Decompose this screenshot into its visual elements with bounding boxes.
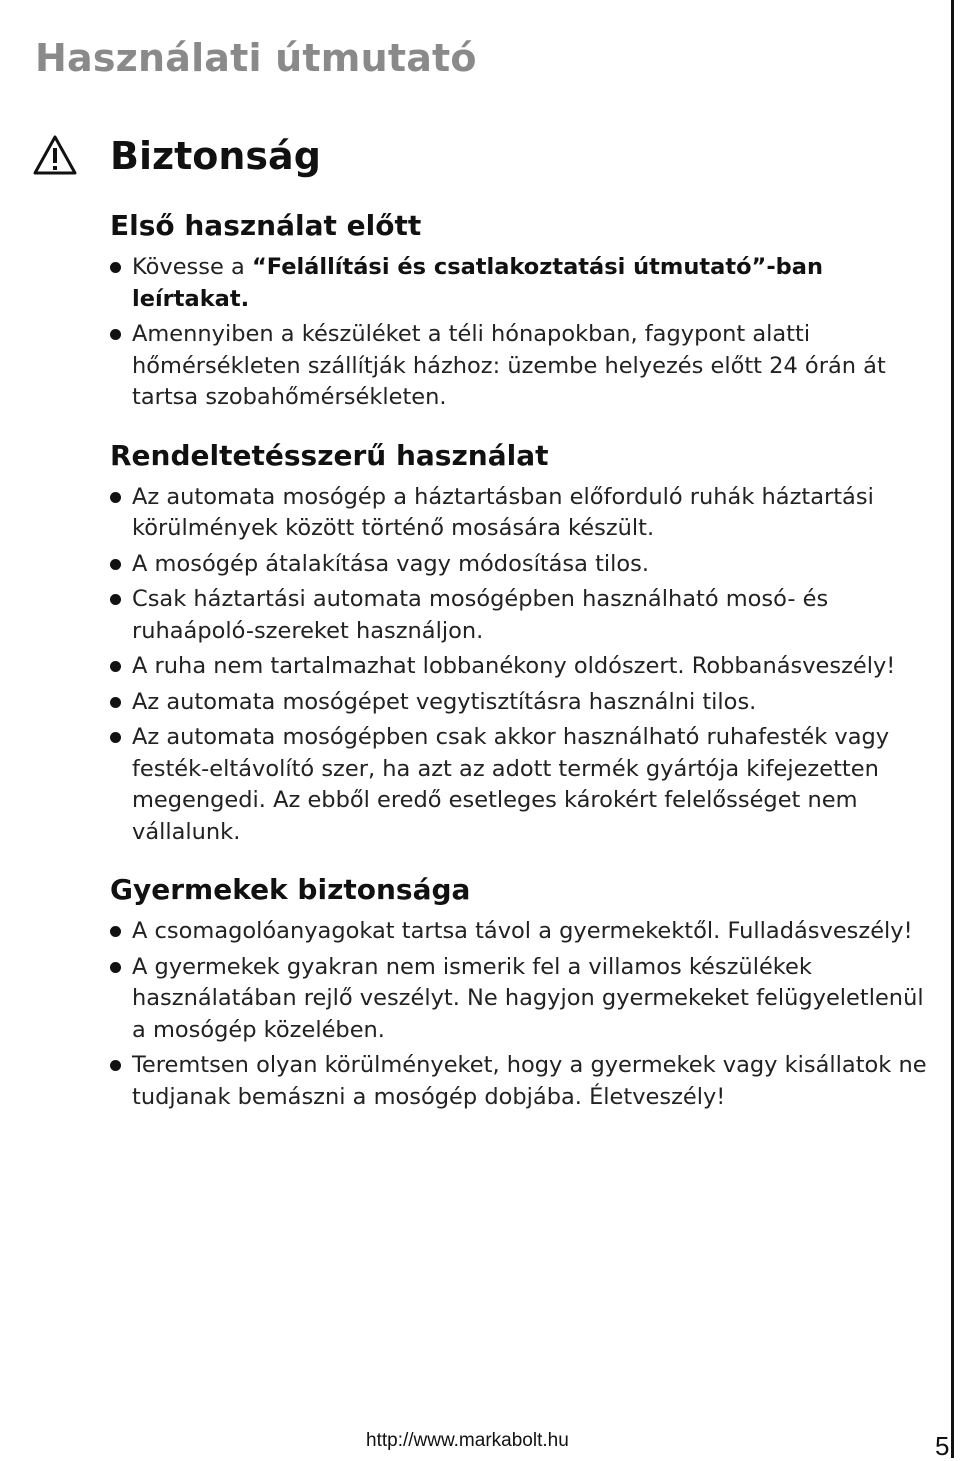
subsection-heading-intended-use: Rendeltetésszerű használat [110, 438, 549, 472]
list-item: Az automata mosógépet vegytisztításra használni tilos. [110, 687, 930, 719]
bullet-icon [110, 262, 121, 273]
list-item: Az automata mosógép a háztartásban előforduló ruhák háztartási körülmények között történő mosására készült. [110, 482, 930, 545]
safety-content [110, 206, 930, 1117]
page-heading: Használati útmutató [35, 36, 477, 80]
section-title: Biztonság [110, 134, 321, 178]
footer-url[interactable]: http://www.markabolt.hu [366, 1430, 569, 1451]
subsection-heading-first-use: Első használat előtt [110, 209, 422, 242]
bullet-icon [110, 732, 121, 743]
list-item: A mosógép átalakítása vagy módosítása tilos. [110, 549, 930, 581]
bullet-icon [110, 926, 121, 937]
bullet-icon [110, 1060, 121, 1071]
bullet-icon [110, 962, 121, 973]
page-number: 5 [935, 1431, 950, 1461]
list-item: Csak háztartási automata mosógépben használható mosó- és ruhaápoló-szereket használjon. [110, 584, 930, 647]
bullet-icon [110, 492, 121, 503]
manual-reference: “Felállítási és csatlakoztatási útmutató”-ban leírtakat [132, 254, 823, 312]
warning-triangle-icon [32, 134, 78, 176]
first-use-list [110, 252, 930, 414]
list-item: Az automata mosógépben csak akkor használható ruhafesték vagy festék-eltávolító szer, ha azt az adott termék gyártója kifejezetten megengedi. Az ebből eredő esetleges károkért felelősséget nem vállalunk. [110, 722, 930, 848]
child-safety-list [110, 916, 930, 1113]
list-item: Amennyiben a készüléket a téli hónapokban, fagypont alatti hőmérsékleten szállítják házhoz: üzembe helyezés előtt 24 órán át tartsa szobahőmérsékleten. [110, 319, 930, 414]
intended-use-list [110, 482, 930, 849]
list-item: A csomagolóanyagokat tartsa távol a gyermekektől. Fulladásveszély! [110, 916, 930, 948]
bullet-icon [110, 594, 121, 605]
list-item: Kövesse a “Felállítási és csatlakoztatási útmutató”-ban leírtakat. [110, 252, 930, 315]
list-item: A gyermekek gyakran nem ismerik fel a villamos készülékek használatában rejlő veszélyt. Ne hagyjon gyermekeket felügyeletlenül a mosógép közelében. [110, 952, 930, 1047]
list-item: A ruha nem tartalmazhat lobbanékony oldószert. Robbanásveszély! [110, 651, 930, 683]
bullet-icon [110, 559, 121, 570]
subsection-heading-child-safety: Gyermekek biztonsága [110, 873, 471, 906]
bullet-icon [110, 697, 121, 708]
bullet-icon [110, 661, 121, 672]
page-edge-rule [951, 0, 954, 1458]
list-item: Teremtsen olyan körülményeket, hogy a gyermekek vagy kisállatok ne tudjanak bemászni a mosógép dobjába. Életveszély! [110, 1050, 930, 1113]
bullet-icon [110, 329, 121, 340]
